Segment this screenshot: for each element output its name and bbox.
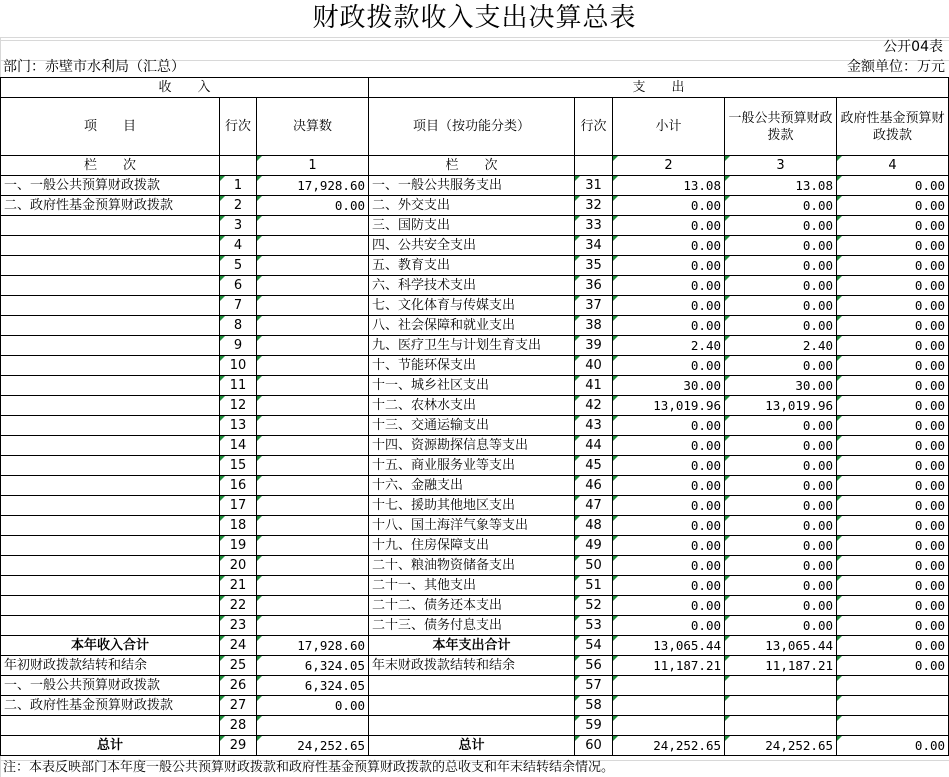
expense-row-no-cell: 51: [575, 576, 613, 596]
expense-subtotal-cell: 0.00: [613, 556, 725, 576]
table-row: [1, 276, 949, 296]
general-budget-cell: [725, 716, 837, 736]
general-budget-cell: 0.00: [725, 356, 837, 376]
income-item-cell: [1, 316, 220, 336]
expense-subtotal-cell: 0.00: [613, 416, 725, 436]
income-row-no-cell: 1: [220, 176, 257, 196]
expense-item-cell: 二十三、债务付息支出: [369, 616, 575, 636]
fund-budget-cell: 0.00: [837, 456, 949, 476]
expense-item-cell: 六、科学技术支出: [369, 276, 575, 296]
income-item-cell: [1, 356, 220, 376]
income-amount-cell: [257, 556, 369, 576]
expense-subtotal-cell: 0.00: [613, 496, 725, 516]
general-budget-cell: 0.00: [725, 496, 837, 516]
expense-row-no-cell: 32: [575, 196, 613, 216]
expense-item-cell: 十一、城乡社区支出: [369, 376, 575, 396]
general-budget-header: 一般公共预算财政拨款: [725, 98, 837, 156]
table-row: [1, 496, 949, 516]
income-amount-cell: 0.00: [257, 696, 369, 716]
general-budget-cell: 11,187.21: [725, 656, 837, 676]
general-budget-cell: 0.00: [725, 276, 837, 296]
table-row: [1, 436, 949, 456]
expense-item-cell: 十九、住房保障支出: [369, 536, 575, 556]
fund-budget-cell: 0.00: [837, 416, 949, 436]
table-row: [1, 616, 949, 636]
expense-row-no-cell: 42: [575, 396, 613, 416]
income-amount-cell: [257, 396, 369, 416]
income-item-cell: [1, 616, 220, 636]
fund-budget-cell: 0.00: [837, 216, 949, 236]
expense-subtotal-cell: 0.00: [613, 616, 725, 636]
expense-row-no-cell: 49: [575, 536, 613, 556]
table-row: [1, 216, 949, 236]
fund-budget-cell: 0.00: [837, 636, 949, 656]
table-row: [1, 356, 949, 376]
expense-item-cell: 十三、交通运输支出: [369, 416, 575, 436]
expense-subtotal-cell: 13.08: [613, 176, 725, 196]
income-row-no-cell: 23: [220, 616, 257, 636]
table-row: [1, 736, 949, 756]
expense-row-no-cell: 33: [575, 216, 613, 236]
expense-row-no-cell: 52: [575, 596, 613, 616]
form-code: 公开04表: [883, 39, 943, 55]
fund-budget-cell: [837, 676, 949, 696]
income-row-no-cell: 22: [220, 596, 257, 616]
general-budget-cell: 0.00: [725, 616, 837, 636]
income-amount-cell: [257, 716, 369, 736]
expense-row-no-cell: 38: [575, 316, 613, 336]
expense-subtotal-cell: 11,187.21: [613, 656, 725, 676]
general-budget-cell: 0.00: [725, 556, 837, 576]
general-budget-cell: 0.00: [725, 316, 837, 336]
expense-row-no-cell: 37: [575, 296, 613, 316]
expense-item-cell: 总计: [369, 736, 575, 756]
general-budget-cell: 24,252.65: [725, 736, 837, 756]
general-budget-cell: 0.00: [725, 596, 837, 616]
income-amount-cell: [257, 276, 369, 296]
expense-item-cell: 十七、援助其他地区支出: [369, 496, 575, 516]
expense-row-no-cell: 59: [575, 716, 613, 736]
income-amount-cell: [257, 496, 369, 516]
income-row-no-cell: 17: [220, 496, 257, 516]
fund-budget-cell: 0.00: [837, 236, 949, 256]
fund-budget-cell: 0.00: [837, 376, 949, 396]
income-item-cell: [1, 516, 220, 536]
table-row: [1, 176, 949, 196]
expense-item-cell: 八、社会保障和就业支出: [369, 316, 575, 336]
fund-budget-cell: 0.00: [837, 556, 949, 576]
income-item-cell: [1, 216, 220, 236]
fund-budget-cell: 0.00: [837, 596, 949, 616]
general-budget-cell: 13.08: [725, 176, 837, 196]
income-row-no-cell: 20: [220, 556, 257, 576]
income-item-cell: [1, 336, 220, 356]
fund-budget-cell: 0.00: [837, 296, 949, 316]
fund-budget-cell: 0.00: [837, 276, 949, 296]
column-index-empty: [220, 156, 257, 176]
expense-subtotal-cell: 0.00: [613, 276, 725, 296]
expense-item-cell: 一、一般公共服务支出: [369, 176, 575, 196]
income-row-no-cell: 7: [220, 296, 257, 316]
income-amount-cell: [257, 216, 369, 236]
income-row-no-cell: 9: [220, 336, 257, 356]
income-item-cell: [1, 456, 220, 476]
expense-item-cell: 年末财政拨款结转和结余: [369, 656, 575, 676]
income-row-no-cell: 10: [220, 356, 257, 376]
income-item-cell: [1, 556, 220, 576]
table-row: [1, 376, 949, 396]
income-amount-cell: [257, 436, 369, 456]
general-budget-cell: 2.40: [725, 336, 837, 356]
fund-budget-cell: 0.00: [837, 256, 949, 276]
income-amount-cell: [257, 296, 369, 316]
expense-row-no-cell: 41: [575, 376, 613, 396]
expense-subtotal-cell: 24,252.65: [613, 736, 725, 756]
expense-row-no-header: 行次: [575, 98, 613, 156]
income-row-no-cell: 21: [220, 576, 257, 596]
expense-subtotal-cell: 0.00: [613, 256, 725, 276]
expense-item-cell: 三、国防支出: [369, 216, 575, 236]
expense-row-no-cell: 40: [575, 356, 613, 376]
expense-subtotal-cell: 0.00: [613, 196, 725, 216]
expense-row-no-cell: 53: [575, 616, 613, 636]
expense-subtotal-cell: 0.00: [613, 596, 725, 616]
general-budget-cell: 0.00: [725, 296, 837, 316]
fund-budget-cell: 0.00: [837, 516, 949, 536]
general-budget-cell: [725, 696, 837, 716]
table-row: [1, 716, 949, 736]
expense-subtotal-cell: 13,019.96: [613, 396, 725, 416]
income-amount-cell: [257, 476, 369, 496]
income-row-no-cell: 12: [220, 396, 257, 416]
income-row-no-cell: 16: [220, 476, 257, 496]
income-amount-cell: [257, 596, 369, 616]
fund-budget-cell: 0.00: [837, 356, 949, 376]
fund-budget-cell: 0.00: [837, 196, 949, 216]
income-amount-cell: [257, 576, 369, 596]
expense-subtotal-cell: 0.00: [613, 476, 725, 496]
expense-row-no-cell: 60: [575, 736, 613, 756]
income-row-no-cell: 8: [220, 316, 257, 336]
income-row-no-cell: 26: [220, 676, 257, 696]
table-row: [1, 316, 949, 336]
header-row-column-index: [1, 156, 949, 176]
expense-row-no-cell: 57: [575, 676, 613, 696]
income-row-no-cell: 25: [220, 656, 257, 676]
income-item-cell: 二、政府性基金预算财政拨款: [1, 696, 220, 716]
table-row: [1, 656, 949, 676]
expense-item-cell: 十、节能环保支出: [369, 356, 575, 376]
income-item-cell: [1, 476, 220, 496]
income-section-header: 收 入: [1, 78, 369, 98]
fund-budget-cell: 0.00: [837, 616, 949, 636]
income-row-no-cell: 19: [220, 536, 257, 556]
column-label-expense: 栏 次: [369, 156, 575, 176]
fund-budget-cell: 0.00: [837, 316, 949, 336]
general-budget-cell: 0.00: [725, 456, 837, 476]
income-item-cell: 年初财政拨款结转和结余: [1, 656, 220, 676]
header-row-columns: [1, 98, 949, 156]
table-row: [1, 256, 949, 276]
table-row: [1, 236, 949, 256]
income-amount-cell: [257, 316, 369, 336]
expense-item-cell: 二十二、债务还本支出: [369, 596, 575, 616]
expense-item-cell: 十四、资源勘探信息等支出: [369, 436, 575, 456]
income-item-cell: [1, 396, 220, 416]
column-index-2: 2: [613, 156, 725, 176]
income-item-cell: [1, 296, 220, 316]
income-item-cell: [1, 576, 220, 596]
expense-subtotal-cell: 0.00: [613, 316, 725, 336]
fund-budget-cell: 0.00: [837, 396, 949, 416]
expense-row-no-cell: 35: [575, 256, 613, 276]
expense-row-no-cell: 47: [575, 496, 613, 516]
general-budget-cell: 0.00: [725, 196, 837, 216]
income-amount-cell: 17,928.60: [257, 636, 369, 656]
fund-budget-cell: 0.00: [837, 536, 949, 556]
expense-item-cell: [369, 696, 575, 716]
expense-row-no-cell: 43: [575, 416, 613, 436]
expense-row-no-cell: 56: [575, 656, 613, 676]
general-budget-cell: 0.00: [725, 436, 837, 456]
income-row-no-cell: 4: [220, 236, 257, 256]
table-row: [1, 456, 949, 476]
expense-row-no-cell: 50: [575, 556, 613, 576]
expense-item-cell: 十六、金融支出: [369, 476, 575, 496]
income-amount-cell: 6,324.05: [257, 656, 369, 676]
income-amount-cell: [257, 236, 369, 256]
income-item-header: 项 目: [1, 98, 220, 156]
final-amount-header: 决算数: [257, 98, 369, 156]
table-row: [1, 476, 949, 496]
general-budget-cell: 0.00: [725, 536, 837, 556]
expense-row-no-cell: 58: [575, 696, 613, 716]
general-budget-cell: 0.00: [725, 216, 837, 236]
expense-item-cell: 二十一、其他支出: [369, 576, 575, 596]
income-item-cell: [1, 496, 220, 516]
general-budget-cell: 0.00: [725, 516, 837, 536]
income-item-cell: [1, 536, 220, 556]
expense-subtotal-cell: 30.00: [613, 376, 725, 396]
expense-subtotal-cell: 0.00: [613, 236, 725, 256]
income-amount-cell: 0.00: [257, 196, 369, 216]
general-budget-cell: 0.00: [725, 416, 837, 436]
income-row-no-cell: 11: [220, 376, 257, 396]
expense-subtotal-cell: 0.00: [613, 356, 725, 376]
table-footnote: 注：本表反映部门本年度一般公共预算财政拨款和政府性基金预算财政拨款的总收支和年末结转结余情况。: [3, 760, 615, 775]
department-label: 部门：赤壁市水利局（汇总）: [3, 59, 185, 75]
general-budget-cell: [725, 676, 837, 696]
expense-subtotal-cell: 13,065.44: [613, 636, 725, 656]
income-amount-cell: [257, 416, 369, 436]
income-item-cell: 一、一般公共预算财政拨款: [1, 176, 220, 196]
income-amount-cell: [257, 616, 369, 636]
table-row: [1, 196, 949, 216]
income-amount-cell: 17,928.60: [257, 176, 369, 196]
income-row-no-cell: 18: [220, 516, 257, 536]
fund-budget-cell: 0.00: [837, 336, 949, 356]
income-amount-cell: [257, 336, 369, 356]
income-item-cell: [1, 236, 220, 256]
table-row: [1, 536, 949, 556]
table-row: [1, 676, 949, 696]
expense-item-cell: [369, 676, 575, 696]
expense-row-no-cell: 44: [575, 436, 613, 456]
expense-item-cell: 二、外交支出: [369, 196, 575, 216]
column-index-3: 3: [725, 156, 837, 176]
expense-subtotal-cell: 0.00: [613, 296, 725, 316]
table-row: [1, 576, 949, 596]
expense-item-cell: 十八、国土海洋气象等支出: [369, 516, 575, 536]
general-budget-cell: 0.00: [725, 236, 837, 256]
income-amount-cell: [257, 536, 369, 556]
fund-budget-cell: 0.00: [837, 736, 949, 756]
income-amount-cell: [257, 356, 369, 376]
income-row-no-cell: 2: [220, 196, 257, 216]
general-budget-cell: 0.00: [725, 476, 837, 496]
income-item-cell: [1, 256, 220, 276]
expense-row-no-cell: 46: [575, 476, 613, 496]
general-budget-cell: 30.00: [725, 376, 837, 396]
income-item-cell: [1, 276, 220, 296]
expense-subtotal-cell: 0.00: [613, 456, 725, 476]
expense-subtotal-cell: [613, 716, 725, 736]
income-amount-cell: [257, 456, 369, 476]
amount-unit-label: 金额单位：万元: [847, 59, 945, 75]
expense-row-no-cell: 45: [575, 456, 613, 476]
expense-row-no-cell: 31: [575, 176, 613, 196]
report-title: 财政拨款收入支出决算总表: [0, 0, 949, 38]
income-amount-cell: 6,324.05: [257, 676, 369, 696]
fund-budget-cell: [837, 716, 949, 736]
table-row: [1, 336, 949, 356]
income-item-cell: 一、一般公共预算财政拨款: [1, 676, 220, 696]
income-item-cell: [1, 376, 220, 396]
income-row-no-cell: 27: [220, 696, 257, 716]
expense-row-no-cell: 36: [575, 276, 613, 296]
fund-budget-cell: 0.00: [837, 176, 949, 196]
expense-subtotal-cell: 0.00: [613, 436, 725, 456]
fund-budget-cell: [837, 696, 949, 716]
income-item-cell: [1, 436, 220, 456]
income-item-cell: 总计: [1, 736, 220, 756]
expense-subtotal-cell: 0.00: [613, 516, 725, 536]
general-budget-cell: 13,065.44: [725, 636, 837, 656]
expense-item-cell: 五、教育支出: [369, 256, 575, 276]
expense-section-header: 支 出: [369, 78, 949, 98]
expense-item-cell: 四、公共安全支出: [369, 236, 575, 256]
fund-budget-cell: 0.00: [837, 436, 949, 456]
column-index-1: 1: [257, 156, 369, 176]
expense-item-cell: 十二、农林水支出: [369, 396, 575, 416]
income-item-cell: [1, 716, 220, 736]
income-amount-cell: [257, 376, 369, 396]
table-row: [1, 296, 949, 316]
table-row: [1, 416, 949, 436]
expense-row-no-cell: 34: [575, 236, 613, 256]
expense-row-no-cell: 54: [575, 636, 613, 656]
expense-item-cell: 本年支出合计: [369, 636, 575, 656]
fund-budget-cell: 0.00: [837, 496, 949, 516]
general-budget-cell: 0.00: [725, 576, 837, 596]
income-item-cell: 二、政府性基金预算财政拨款: [1, 196, 220, 216]
income-row-no-header: 行次: [220, 98, 257, 156]
income-row-no-cell: 6: [220, 276, 257, 296]
table-row: [1, 596, 949, 616]
column-label-income: 栏 次: [1, 156, 220, 176]
expense-item-cell: 七、文化体育与传媒支出: [369, 296, 575, 316]
fund-budget-cell: 0.00: [837, 576, 949, 596]
income-item-cell: [1, 596, 220, 616]
expense-subtotal-cell: [613, 676, 725, 696]
expense-row-no-cell: 48: [575, 516, 613, 536]
expense-item-header: 项目（按功能分类）: [369, 98, 575, 156]
expense-item-cell: [369, 716, 575, 736]
income-row-no-cell: 15: [220, 456, 257, 476]
fund-budget-cell: 0.00: [837, 656, 949, 676]
income-amount-cell: [257, 256, 369, 276]
general-budget-cell: 13,019.96: [725, 396, 837, 416]
fiscal-summary-table: [0, 77, 949, 756]
table-row: [1, 516, 949, 536]
expense-subtotal-cell: 0.00: [613, 536, 725, 556]
expense-subtotal-cell: 0.00: [613, 216, 725, 236]
expense-item-cell: 九、医疗卫生与计划生育支出: [369, 336, 575, 356]
subtotal-header: 小计: [613, 98, 725, 156]
expense-subtotal-cell: 0.00: [613, 576, 725, 596]
income-amount-cell: 24,252.65: [257, 736, 369, 756]
table-row: [1, 636, 949, 656]
fund-budget-cell: 0.00: [837, 476, 949, 496]
table-row: [1, 396, 949, 416]
expense-item-cell: 十五、商业服务业等支出: [369, 456, 575, 476]
income-amount-cell: [257, 516, 369, 536]
income-row-no-cell: 29: [220, 736, 257, 756]
column-index-4: 4: [837, 156, 949, 176]
income-row-no-cell: 13: [220, 416, 257, 436]
column-index-empty: [575, 156, 613, 176]
header-row-section: [1, 78, 949, 98]
income-item-cell: 本年收入合计: [1, 636, 220, 656]
income-row-no-cell: 28: [220, 716, 257, 736]
income-row-no-cell: 5: [220, 256, 257, 276]
income-row-no-cell: 14: [220, 436, 257, 456]
expense-subtotal-cell: 2.40: [613, 336, 725, 356]
expense-subtotal-cell: [613, 696, 725, 716]
income-row-no-cell: 3: [220, 216, 257, 236]
table-row: [1, 556, 949, 576]
general-budget-cell: 0.00: [725, 256, 837, 276]
income-item-cell: [1, 416, 220, 436]
fund-budget-header: 政府性基金预算财政拨款: [837, 98, 949, 156]
expense-item-cell: 二十、粮油物资储备支出: [369, 556, 575, 576]
expense-row-no-cell: 39: [575, 336, 613, 356]
income-row-no-cell: 24: [220, 636, 257, 656]
table-row: [1, 696, 949, 716]
